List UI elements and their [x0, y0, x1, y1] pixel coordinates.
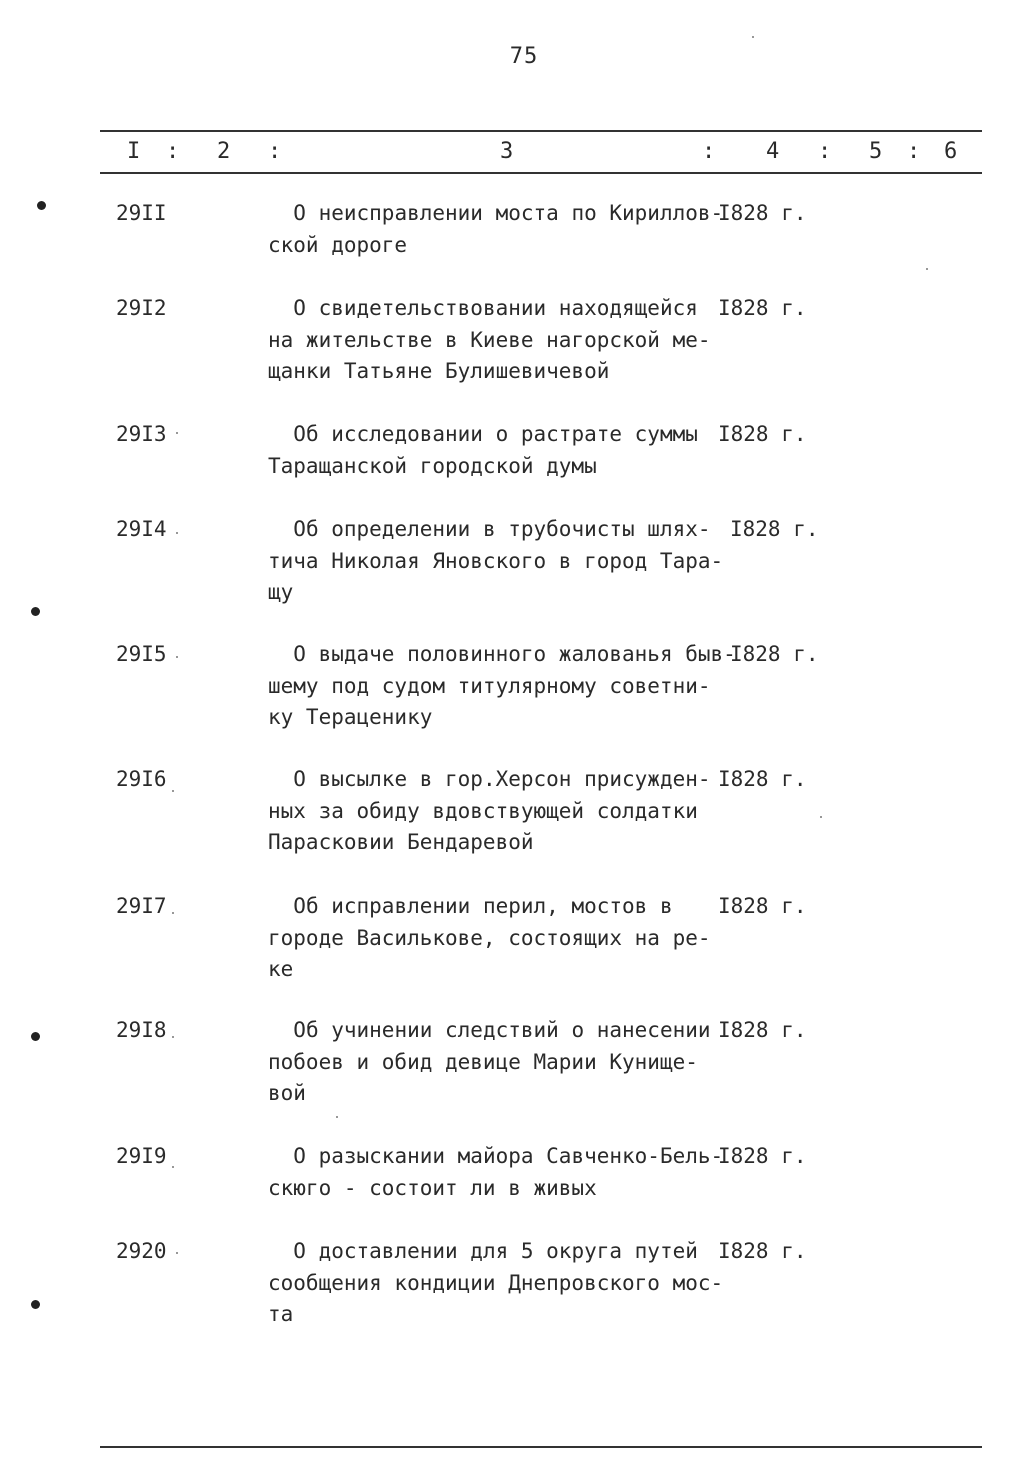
entry-description [268, 419, 738, 482]
scan-speck [176, 432, 178, 434]
punch-hole-icon [31, 607, 40, 616]
entry-line: ке [268, 957, 294, 981]
entry-line: ской дороге [268, 232, 408, 257]
column-header-6: 6 [944, 139, 958, 164]
scan-speck [172, 1036, 174, 1038]
entry-date: I828 г. [718, 1144, 807, 1168]
entry-line: ных за обиду вдовствующей солдатки [268, 798, 698, 823]
entry-line: сообщения кондиции Днепровского мос- [268, 1270, 724, 1295]
entry-number: 29II [116, 201, 167, 225]
entry-number: 29I8 [116, 1018, 167, 1042]
column-separator: : [818, 139, 832, 164]
header-bottom-rule [100, 172, 982, 174]
entry-line: О выдаче половинного жалованья быв- [293, 642, 736, 666]
entry-date: I828 г. [718, 767, 807, 791]
entry-number: 29I2 [116, 296, 167, 320]
scan-speck [172, 790, 174, 792]
entry-number: 29I7 [116, 894, 167, 918]
entry-date: I828 г. [718, 1018, 807, 1042]
header-top-rule [100, 130, 982, 132]
scan-speck [336, 1116, 338, 1118]
scan-speck [752, 36, 754, 38]
scan-speck [172, 1166, 174, 1168]
punch-hole-icon [31, 1032, 40, 1041]
entry-date: I828 г. [730, 517, 819, 541]
column-separator: : [268, 139, 282, 164]
column-header-3: 3 [500, 139, 514, 164]
column-header-1: I [127, 139, 141, 164]
entry-date: I828 г. [718, 296, 807, 320]
entry-line: Об определении в трубочисты шлях- [293, 517, 711, 541]
scan-speck [176, 1252, 178, 1254]
entry-description [268, 764, 738, 859]
entry-date: I828 г. [718, 894, 807, 918]
scan-speck [172, 912, 174, 914]
entry-line: О разыскании майора Савченко-Бель- [293, 1144, 724, 1168]
column-header-4: 4 [766, 139, 780, 164]
entry-line: Парасковии Бендаревой [268, 830, 534, 854]
entry-line: О неисправлении моста по Кириллов- [293, 201, 724, 225]
scan-speck [176, 532, 178, 534]
entry-date: I828 г. [718, 422, 807, 446]
entry-line: Таращанской городской думы [268, 453, 597, 478]
entry-line: городе Василькове, состоящих на ре- [268, 925, 711, 950]
entry-number: 29I5 [116, 642, 167, 666]
entry-line: скюго - состоит ли в живых [268, 1175, 597, 1200]
entry-line: Об исследовании о растрате суммы [293, 422, 698, 446]
entry-description [268, 639, 738, 734]
scan-speck [820, 816, 822, 818]
scan-speck [926, 268, 928, 270]
entry-description [268, 891, 738, 986]
column-separator: : [702, 139, 716, 164]
entry-line: О доставлении для 5 округа путей [293, 1239, 698, 1263]
entry-line: тича Николая Яновского в город Тара- [268, 548, 724, 573]
entry-line: щанки Татьяне Булишевичевой [268, 359, 610, 383]
entry-line: О свидетельствовании находящейся [293, 296, 698, 320]
entry-line: побоев и обид девице Марии Кунище- [268, 1049, 698, 1074]
entry-line: вой [268, 1081, 306, 1105]
entry-line: ку Тераценику [268, 705, 433, 729]
column-separator: : [166, 139, 180, 164]
entry-number: 29I3 [116, 422, 167, 446]
entry-number: 2920 [116, 1239, 167, 1263]
entry-date: I828 г. [730, 642, 819, 666]
entry-line: О высылке в гор.Херсон присужден- [293, 767, 711, 791]
column-header-5: 5 [869, 139, 883, 164]
footer-rule [100, 1446, 982, 1448]
entry-line: Об исправлении перил, мостов в [293, 894, 673, 918]
entry-line: Об учинении следствий о нанесении [293, 1018, 711, 1042]
entry-description [268, 1236, 738, 1331]
entry-description [268, 514, 738, 609]
punch-hole-icon [31, 1300, 40, 1309]
entry-description [268, 1015, 738, 1110]
column-separator: : [907, 139, 921, 164]
entry-line: щу [268, 580, 294, 604]
entry-line: на жительстве в Киеве нагорской ме- [268, 327, 711, 352]
entry-line: шему под судом титулярному советни- [268, 673, 711, 698]
punch-hole-icon [37, 201, 46, 210]
entry-description [268, 1141, 738, 1204]
entry-description [268, 198, 738, 261]
entry-description [268, 293, 738, 388]
entry-number: 29I9 [116, 1144, 167, 1168]
entry-number: 29I4 [116, 517, 167, 541]
entry-date: I828 г. [718, 1239, 807, 1263]
entry-number: 29I6 [116, 767, 167, 791]
page-number: 75 [509, 44, 539, 69]
scan-speck [176, 656, 178, 658]
entry-line: та [268, 1302, 294, 1326]
entry-date: I828 г. [718, 201, 807, 225]
column-header-2: 2 [217, 139, 231, 164]
